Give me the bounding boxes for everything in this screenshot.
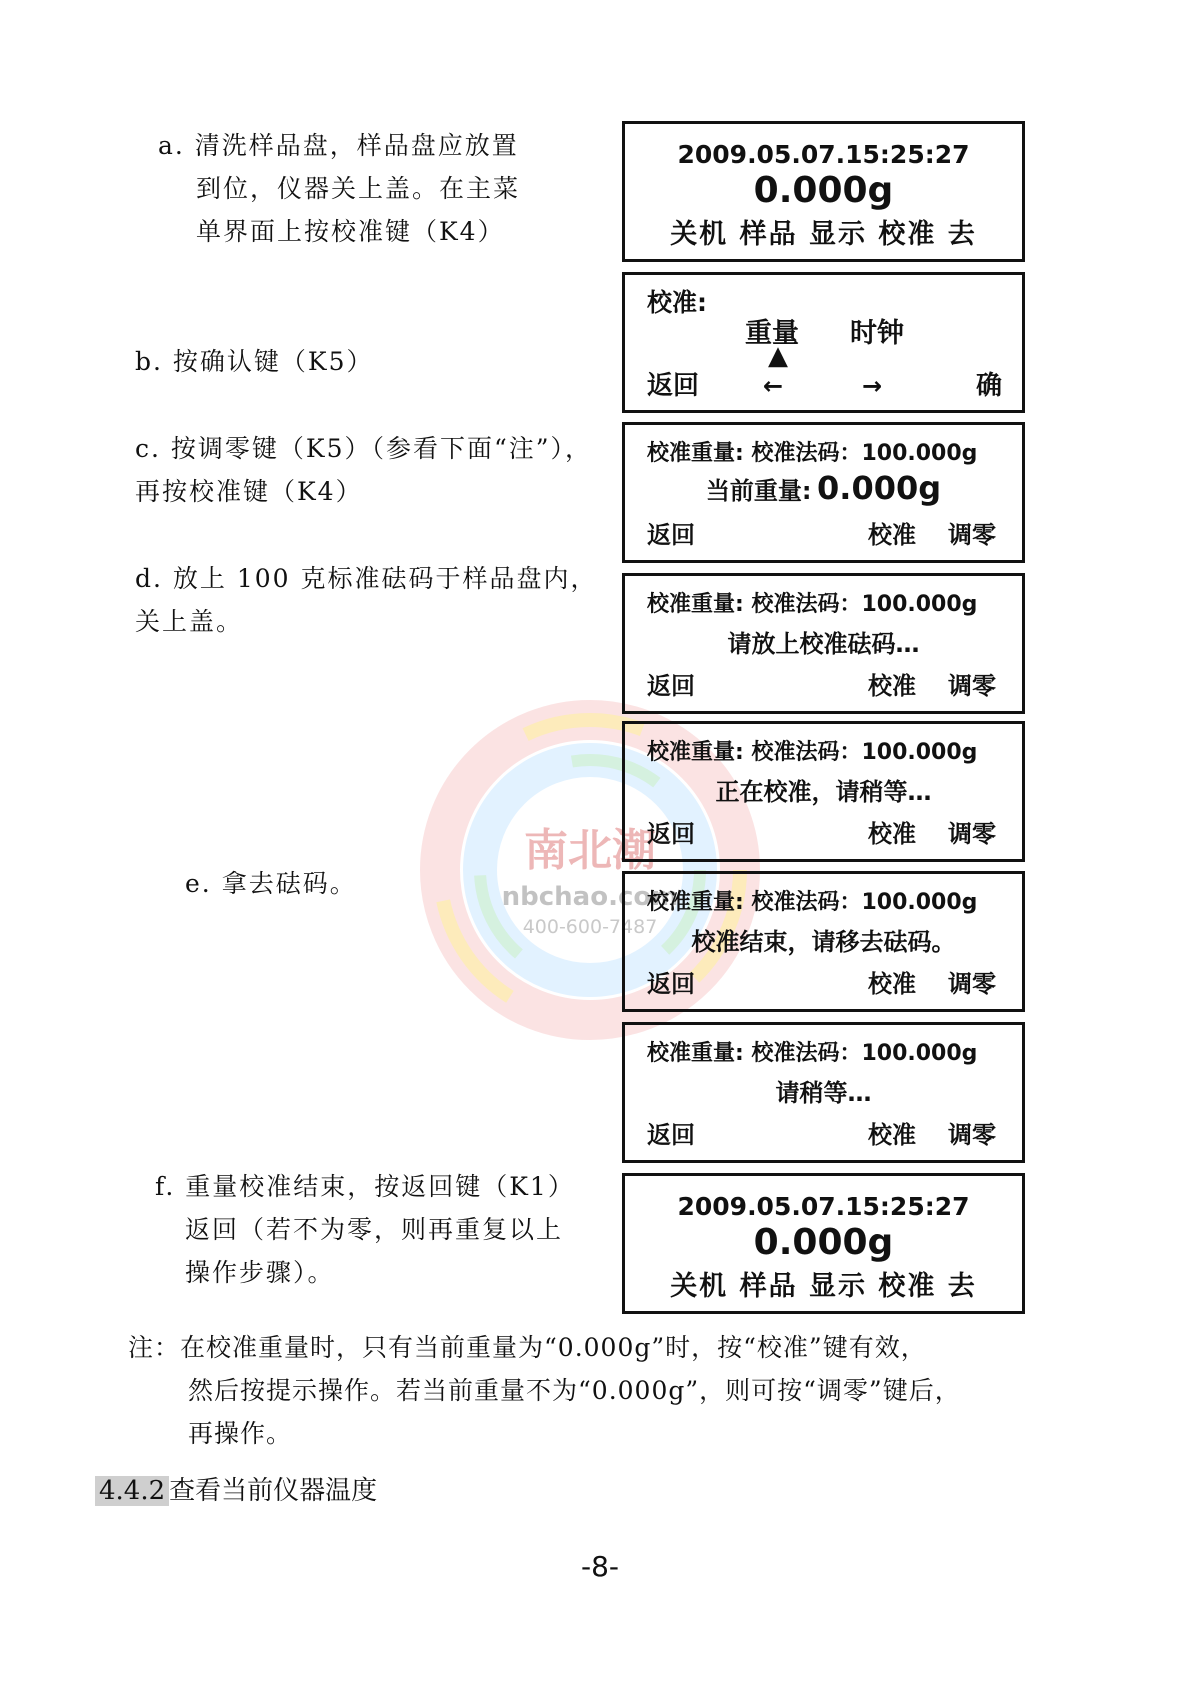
calib-header: 校准重量: 校准法码：100.000g (647, 1041, 978, 1066)
calib-header: 校准重量: 校准法码：100.000g (647, 441, 978, 466)
watermark-phone: 400-600-7487 (522, 916, 658, 938)
zero-label: 调零 (948, 820, 996, 848)
calib-label: 校准 (868, 970, 916, 998)
lcd-datetime: 2009.05.07.15:25:27 (677, 140, 970, 169)
calib-option-clock: 时钟 (850, 318, 904, 349)
calib-label: 校准 (868, 820, 916, 848)
watermark-site: nbchao.com (501, 882, 679, 912)
lcd-weight: 0.000g (753, 170, 894, 211)
step-d-line-1: d. 放上 100 克标准砝码于样品盘内， (135, 564, 598, 593)
lcd-calib-done (622, 871, 1025, 1012)
left-arrow-icon: ← (763, 372, 784, 400)
calib-header: 校准重量: 校准法码：100.000g (647, 890, 978, 915)
step-c (135, 427, 592, 513)
step-f-line-2: 返回（若不为零，则再重复以上 (185, 1215, 564, 1244)
step-a-line-3: 单界面上按校准键（K4） (196, 217, 505, 246)
step-f-line-3: 操作步骤）。 (185, 1258, 335, 1287)
lcd-please-wait (622, 1022, 1025, 1163)
lcd-calib-current-weight (622, 422, 1025, 563)
section-number: 4.4.2 (95, 1476, 169, 1506)
back-label: 返回 (647, 1121, 695, 1149)
note-line-3: 再操作。 (188, 1419, 293, 1448)
lcd-calibration-menu (622, 272, 1025, 413)
step-a-line-2: 到位，仪器关上盖。在主菜 (196, 174, 521, 203)
current-weight-line (625, 469, 1022, 507)
step-f (155, 1165, 575, 1294)
step-f-line-1: f. 重量校准结束，按返回键（K1） (155, 1172, 575, 1201)
lcd-datetime: 2009.05.07.15:25:27 (677, 1192, 970, 1221)
watermark-brand: 南北潮 (524, 825, 656, 876)
calib-back: 返回 (647, 371, 700, 401)
step-b-line-1: b. 按确认键（K5） (135, 347, 374, 376)
back-label: 返回 (647, 970, 695, 998)
lcd-main-screen (622, 121, 1025, 262)
lcd-menu: 关机 样品 显示 校准 去 (670, 1271, 977, 1302)
step-a-line-1: a. 清洗样品盘，样品盘应放置 (158, 131, 519, 160)
back-label: 返回 (647, 820, 695, 848)
lcd-calibrating (622, 721, 1025, 862)
back-label: 返回 (647, 521, 695, 549)
step-e-line-1: e. 拿去砝码。 (185, 869, 357, 898)
lcd-menu: 关机 样品 显示 校准 去 (670, 219, 977, 250)
zero-label: 调零 (948, 1121, 996, 1149)
step-a (158, 124, 520, 253)
selection-pointer-icon: ▲ (768, 341, 788, 371)
calib-option-weight: 重量 (745, 318, 799, 349)
lcd-weight: 0.000g (753, 1222, 894, 1263)
calib-title: 校准: (647, 288, 707, 317)
section-title: 查看当前仪器温度 (169, 1476, 378, 1506)
calib-header: 校准重量: 校准法码：100.000g (647, 592, 978, 617)
step-c-line-1: c. 按调零键（K5）（参看下面“注”）， (135, 434, 593, 463)
note-line-2: 然后按提示操作。若当前重量不为“0.000g”，则可按“调零”键后， (188, 1376, 961, 1405)
step-b (135, 340, 373, 383)
status-message: 请稍等… (775, 1079, 872, 1107)
calib-label: 校准 (868, 672, 916, 700)
zero-label: 调零 (948, 521, 996, 549)
right-arrow-icon: → (862, 372, 883, 400)
note-line-1: 注：在校准重量时，只有当前重量为“0.000g”时，按“校准”键有效， (128, 1333, 927, 1362)
lcd-main-screen-return (622, 1173, 1025, 1314)
status-message: 正在校准，请稍等… (715, 778, 932, 806)
calib-label: 校准 (868, 521, 916, 549)
status-message: 校准结束，请移去砝码。 (691, 928, 956, 956)
current-weight-label: 当前重量: (705, 477, 812, 505)
note (128, 1326, 961, 1455)
status-message: 请放上校准砝码… (727, 630, 920, 658)
lcd-place-weight (622, 573, 1025, 714)
step-e (185, 862, 357, 905)
step-d-line-2: 关上盖。 (135, 607, 244, 636)
step-d (135, 557, 598, 643)
zero-label: 调零 (948, 672, 996, 700)
calib-label: 校准 (868, 1121, 916, 1149)
section-heading (95, 1470, 377, 1512)
calib-header: 校准重量: 校准法码：100.000g (647, 740, 978, 765)
step-c-line-2: 再按校准键（K4） (135, 477, 363, 506)
zero-label: 调零 (948, 970, 996, 998)
page-number: -8- (580, 1550, 620, 1583)
back-label: 返回 (647, 672, 695, 700)
current-weight-value: 0.000g (817, 469, 942, 507)
calib-confirm: 确 (975, 371, 1002, 401)
